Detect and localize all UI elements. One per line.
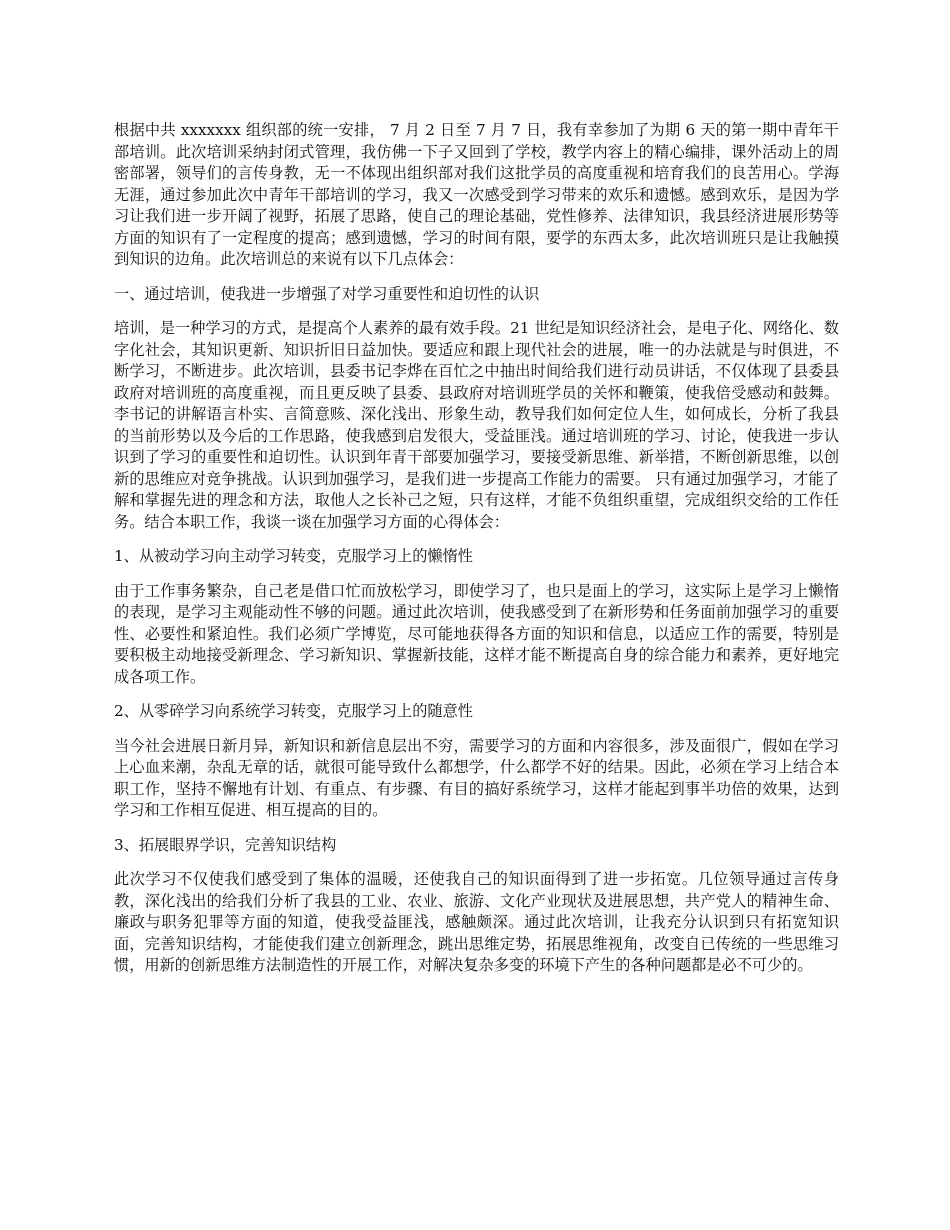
subsection-heading-2: 2、从零碎学习向系统学习转变，克服学习上的随意性: [114, 702, 473, 720]
subsection-3-paragraph: 此次学习不仅使我们感受到了集体的温暖，还使我自己的知识面得到了进一步拓宽。几位领导通过言传身教，深化浅出的给我们分析了我县的工业、农业、旅游、文化产业现状及进展思想，共产党人的精神生命、廉政与职务犯罪等方面的知道，使我受益匪浅，感触颇深。通过此次培训，让我充分认识到只有拓宽知识面，完善知识结构，才能使我们建立创新理念，跳出思维定势，拓展思维视角，改变自已传统的一些思维习惯，用新的创新思维方法制造性的开展工作，对解决复杂多变的环境下产生的各种问题都是必不可少的。: [114, 870, 839, 974]
subsection-1-paragraph: 由于工作事务繁杂，自己老是借口忙而放松学习，即使学习了，也只是面上的学习，这实际上是学习上懒惰的表现，是学习主观能动性不够的问题。通过此次培训，使我感受到了在新形势和任务面前加强学习的重要性、必要性和紧迫性。我们必须广学博览，尽可能地获得各方面的知识和信息，以适应工作的需要，特别是要积极主动地接受新理念、学习新知识、掌握新技能，这样才能不断提高自身的综合能力和素养，更好地完成各项工作。: [114, 581, 839, 686]
intro-paragraph: 根据中共 xxxxxxx 组织部的统一安排， 7 月 2 日至 7 月 7 日，我有幸参加了为期 6 天的第一期中青年干部培训。此次培训采纳封闭式管理，我仿佛一下子又回到了学校，教学内容上的精心编排，课外活动上的周密部署，领导们的言传身教，无一不体现出组织部对我们这批学员的高度重视和培育我们的良苦用心。学海无涯，通过参加此次中青年干部培训的学习，我又一次感受到学习带来的欢乐和遗憾。感到欢乐，是因为学习让我们进一步开阔了视野，拓展了思路，使自己的理论基础，党性修养、法律知识，我县经济进展形势等方面的知识有了一定程度的提高；感到遗憾，学习的时间有限，要学的东西太多，此次培训班只是让我触摸到知识的边角。此次培训总的来说有以下几点体会：: [114, 121, 839, 268]
section-heading-1: 一、通过培训，使我进一步增强了对学习重要性和迫切性的认识: [114, 284, 540, 303]
subsection-heading-1: 1、从被动学习向主动学习转变，克服学习上的懒惰性: [114, 547, 473, 565]
subsection-2-paragraph: 当今社会进展日新月异，新知识和新信息层出不穷，需要学习的方面和内容很多，涉及面很广，假如在学习上心血来潮，杂乱无章的话，就很可能导致什么都想学，什么都学不好的结果。因此，必须在学习上结合本职工作，坚持不懈地有计划、有重点、有步骤、有目的搞好系统学习，这样才能起到事半功倍的效果，达到学习和工作相互促进、相互提高的目的。: [114, 736, 839, 819]
document-body: [114, 120, 839, 990]
section-1-paragraph: 培训，是一种学习的方式，是提高个人素养的最有效手段。21 世纪是知识经济社会，是电子化、网络化、数字化社会，其知识更新、知识折旧日益加快。要适应和跟上现代社会的进展，唯一的办法就是与时俱进，不断学习，不断进步。此次培训，县委书记李烨在百忙之中抽出时间给我们进行动员讲话，不仅体现了县委县政府对培训班的高度重视，而且更反映了县委、县政府对培训班学员的关怀和鞭策，使我倍受感动和鼓舞。李书记的讲解语言朴实、言简意赅、深化浅出、形象生动，教导我们如何定位人生，如何成长，分析了我县的当前形势以及今后的工作思路，使我感到启发很大，受益匪浅。通过培训班的学习、讨论，使我进一步认识到了学习的重要性和迫切性。认识到年青干部要加强学习，要接受新思维、新举措，不断创新思维，以创新的思维应对竞争挑战。认识到加强学习，是我们进一步提高工作能力的需要。 只有通过加强学习，才能了解和掌握先进的理念和方法，取他人之长补己之短，只有这样，才能不负组织重望，完成组织交给的工作任务。结合本职工作，我谈一谈在加强学习方面的心得体会：: [114, 319, 839, 531]
subsection-heading-3: 3、拓展眼界学识，完善知识结构: [114, 835, 337, 854]
